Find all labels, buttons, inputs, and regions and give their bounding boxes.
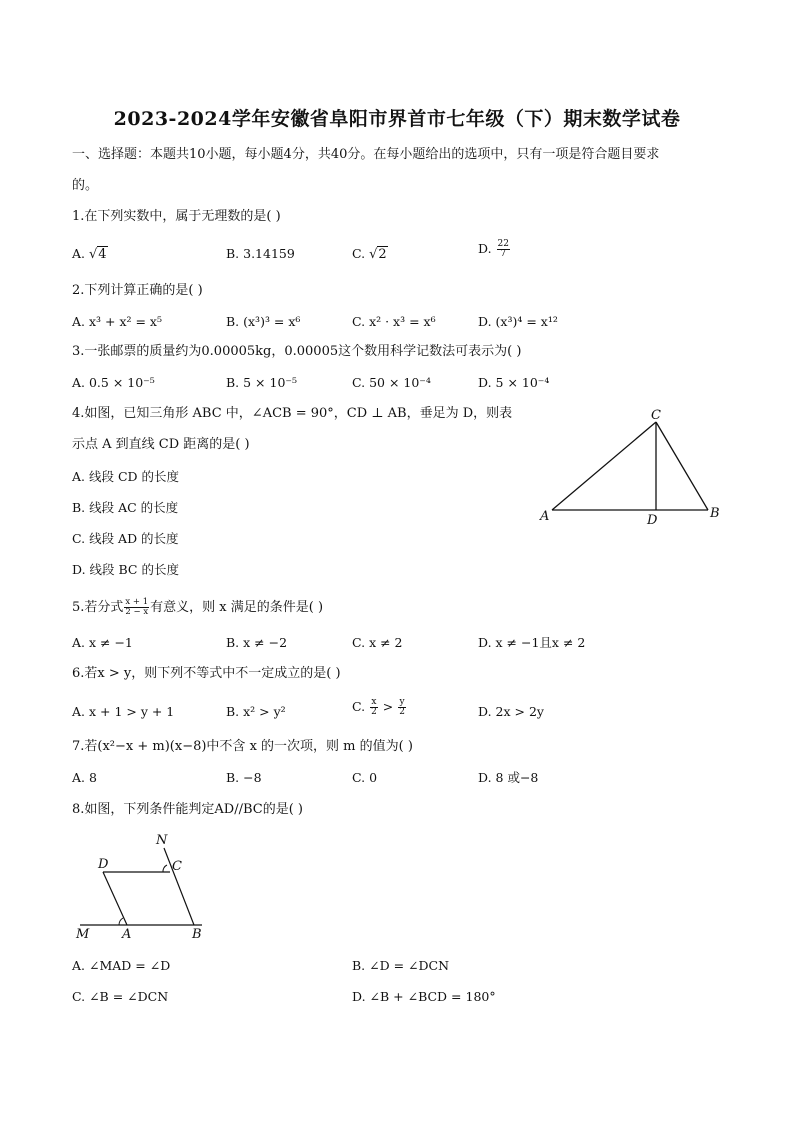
question-3-option-b: B. 5 × 10⁻⁵ xyxy=(226,375,298,390)
question-2-stem: 2.下列计算正确的是( ) xyxy=(72,283,203,298)
question-4-option-d: D. 线段 BC 的长度 xyxy=(72,562,179,577)
angle-dcn-arc xyxy=(163,865,167,872)
question-8-stem: 8.如图，下列条件能判定AD//BC的是( ) xyxy=(72,802,303,817)
label-a: A xyxy=(122,927,132,942)
question-6-option-d: D. 2x > 2y xyxy=(478,704,544,719)
label-a: A xyxy=(540,509,550,524)
question-4-option-b: B. 线段 AC 的长度 xyxy=(72,500,179,515)
question-4-option-c: C. 线段 AD 的长度 xyxy=(72,531,179,546)
question-8-option-b: B. ∠D = ∠DCN xyxy=(352,958,450,973)
question-3-option-a: A. 0.5 × 10⁻⁵ xyxy=(72,375,155,390)
question-8-option-a: A. ∠MAD = ∠D xyxy=(72,958,171,973)
question-3-option-c: C. 50 × 10⁻⁴ xyxy=(352,375,431,390)
label-n: N xyxy=(156,833,168,848)
segment-ac xyxy=(552,422,656,510)
segment-da xyxy=(103,872,127,925)
page-title: 2023-2024学年安徽省阜阳市界首市七年级（下）期末数学试卷 xyxy=(113,108,681,130)
question-8-option-c: C. ∠B = ∠DCN xyxy=(72,989,169,1004)
question-3-stem: 3.一张邮票的质量约为0.00005kg，0.00005这个数用科学记数法可表示为( ) xyxy=(72,344,522,359)
question-7-option-b: B. −8 xyxy=(226,770,262,785)
question-1-option-a: A. √4 xyxy=(72,246,107,262)
question-7-option-a: A. 8 xyxy=(72,770,97,785)
question-5-option-a: A. x ≠ −1 xyxy=(72,635,133,650)
question-6-option-b: B. x² > y² xyxy=(226,704,286,719)
label-b: B xyxy=(710,506,720,521)
question-4-option-a: A. 线段 CD 的长度 xyxy=(72,469,180,484)
question-1-option-d: D. $\frac{22}{7}$ xyxy=(478,239,509,259)
question-7-stem: 7.若(x²−x + m)(x−8)中不含 x 的一次项，则 m 的值为( ) xyxy=(72,739,413,754)
question-8-option-d: D. ∠B + ∠BCD = 180° xyxy=(352,989,496,1004)
question-2-option-a: A. x³ + x² = x⁵ xyxy=(72,314,162,329)
question-6-option-a: A. x + 1 > y + 1 xyxy=(72,704,175,719)
question-5-stem: 5.若分式 $\frac{x + 1}{2 - x}$ 有意义，则 x 满足的条件是( ) xyxy=(72,597,324,617)
question-1-option-c: C. √2 xyxy=(352,246,387,262)
angle-mad-arc xyxy=(119,918,123,925)
question-2-option-b: B. (x³)³ = x⁶ xyxy=(226,314,301,329)
parallelogram-figure xyxy=(70,830,220,945)
segment-cb xyxy=(656,422,708,510)
question-1-stem: 1.在下列实数中，属于无理数的是( ) xyxy=(72,209,281,224)
triangle-abc-figure xyxy=(530,400,730,535)
question-2-option-d: D. (x³)⁴ = x¹² xyxy=(478,314,558,329)
question-6-stem: 6.若x > y，则下列不等式中不一定成立的是( ) xyxy=(72,666,341,681)
label-c: C xyxy=(172,859,182,874)
question-7-option-d: D. 8 或−8 xyxy=(478,770,539,785)
label-m: M xyxy=(76,927,90,942)
question-2-option-c: C. x² · x³ = x⁶ xyxy=(352,314,436,329)
section-instruction-line2: 的。 xyxy=(72,178,99,193)
question-1-option-b: B. 3.14159 xyxy=(226,246,295,261)
question-5-option-b: B. x ≠ −2 xyxy=(226,635,288,650)
label-c: C xyxy=(651,408,661,423)
label-d: D xyxy=(647,513,658,528)
question-4-stem-line2: 示点 A 到直线 CD 距离的是( ) xyxy=(72,437,250,452)
question-7-option-c: C. 0 xyxy=(352,770,378,785)
label-b: B xyxy=(192,927,202,942)
question-4-stem-line1: 4.如图，已知三角形 ABC 中，∠ACB = 90°，CD ⊥ AB，垂足为 D，则表 xyxy=(72,406,513,421)
section-instruction-line1: 一、选择题：本题共10小题，每小题4分，共40分。在每小题给出的选项中，只有一项是符合题目要求 xyxy=(72,147,660,162)
question-5-option-c: C. x ≠ 2 xyxy=(352,635,403,650)
question-3-option-d: D. 5 × 10⁻⁴ xyxy=(478,375,550,390)
question-5-option-d: D. x ≠ −1且x ≠ 2 xyxy=(478,635,586,650)
question-6-option-c: C. $\frac{x}{2}$ > $\frac{y}{2}$ xyxy=(352,697,405,717)
label-d: D xyxy=(98,857,109,872)
